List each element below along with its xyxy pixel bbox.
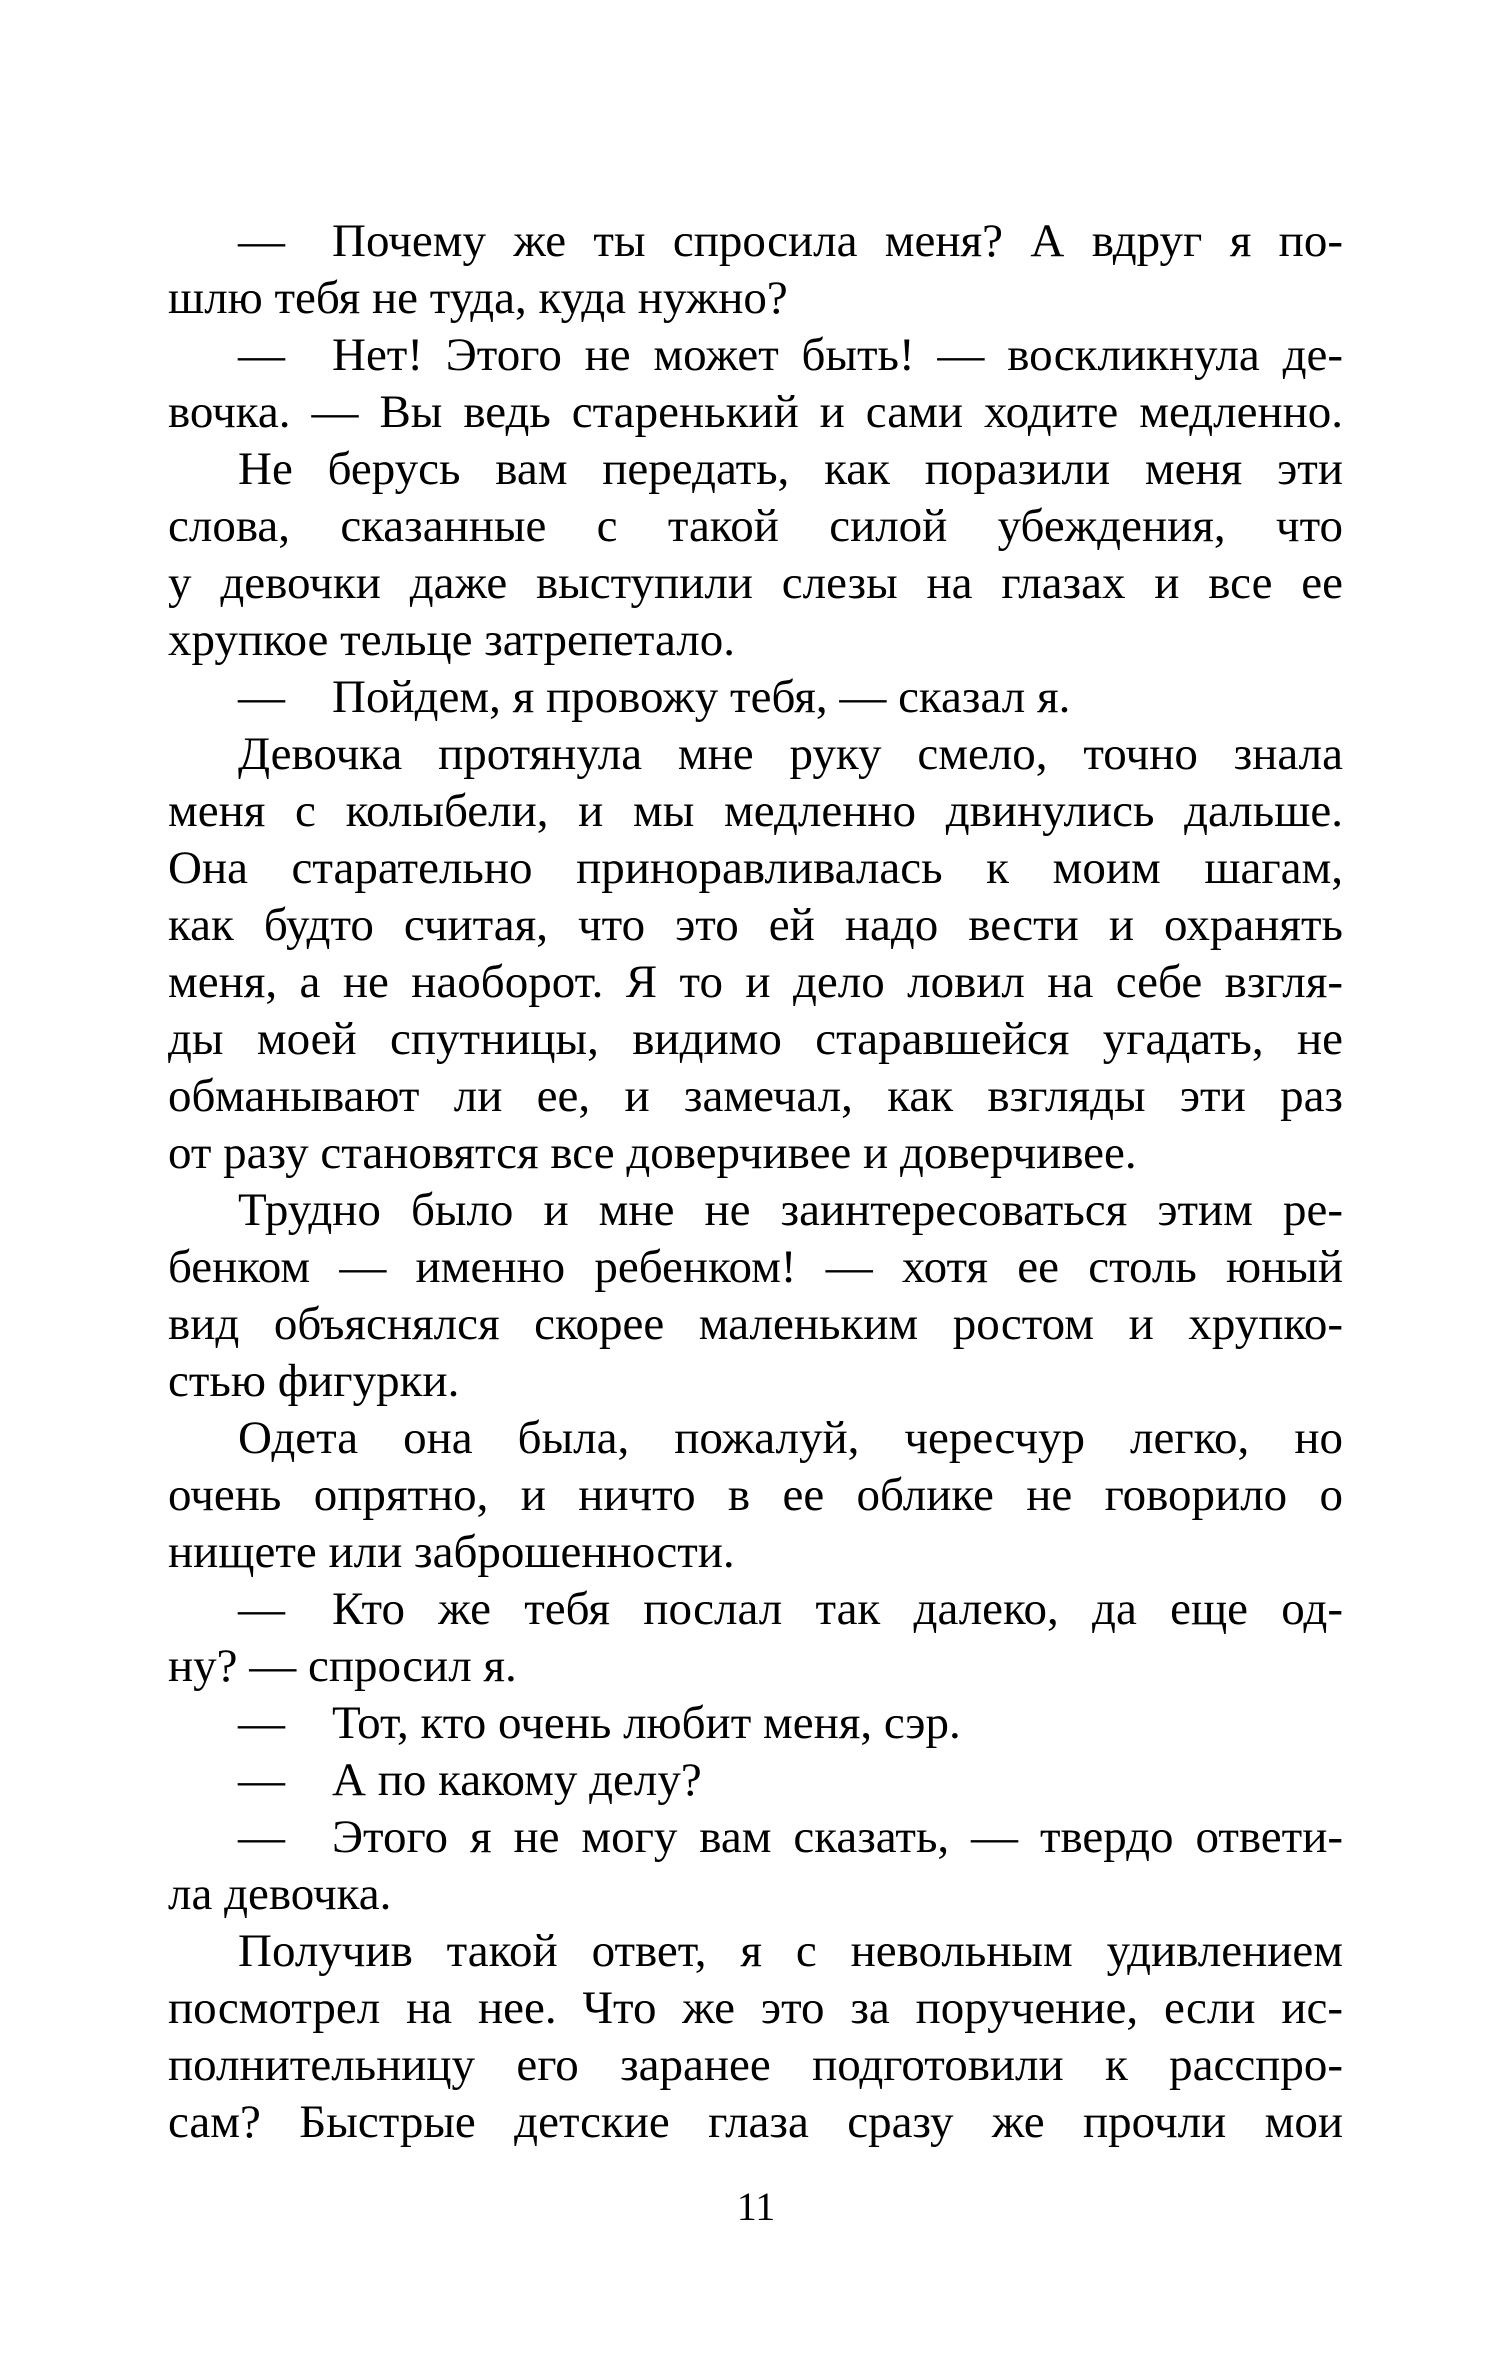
text-line: — Почему же ты спросила меня? А вдруг я по- — [238, 215, 1343, 267]
text-line: — Этого я не могу вам сказать, — твердо ответи- — [238, 1811, 1343, 1863]
text-line: Трудно было и мне не заинтересоваться этим ре- — [238, 1184, 1343, 1236]
text-line: Она старательно приноравливалась к моим шагам, — [168, 842, 1343, 894]
text-line: хрупкое тельце затрепетало. — [168, 614, 736, 666]
text-line: стью фигурки. — [168, 1355, 460, 1407]
text-line: Получив такой ответ, я с невольным удивлением — [238, 1925, 1343, 1977]
text-line: — Пойдем, я провожу тебя, — сказал я. — [238, 671, 1071, 723]
text-line: ды моей спутницы, видимо старавшейся угадать, не — [168, 1013, 1343, 1065]
text-line: полнительницу его заранее подготовили к расспро- — [168, 2039, 1343, 2091]
text-line: меня с колыбели, и мы медленно двинулись дальше. — [168, 785, 1343, 837]
text-line: бенком — именно ребенком! — хотя ее столь юный — [168, 1241, 1343, 1293]
text-line: посмотрел на нее. Что же это за поручение, если ис- — [168, 1982, 1343, 2034]
text-line: — А по какому делу? — [238, 1754, 702, 1806]
text-line: от разу становятся все доверчивее и доверчивее. — [168, 1127, 1137, 1179]
text-line: как будто считая, что это ей надо вести и охранять — [168, 899, 1343, 951]
text-line: Девочка протянула мне руку смело, точно знала — [238, 728, 1343, 780]
text-line: вочка. — Вы ведь старенький и сами ходите медленно. — [168, 386, 1343, 438]
text-line: слова, сказанные с такой силой убеждения, что — [168, 500, 1343, 552]
text-block — [168, 213, 1343, 2151]
text-line: ла девочка. — [168, 1868, 392, 1920]
text-line: вид объяснялся скорее маленьким ростом и хрупко- — [168, 1298, 1343, 1350]
text-line: шлю тебя не туда, куда нужно? — [168, 272, 788, 324]
text-line: сам? Быстрые детские глаза сразу же прочли мои — [168, 2096, 1343, 2148]
text-line: ну? — спросил я. — [168, 1640, 517, 1692]
text-line: у девочки даже выступили слезы на глазах и все ее — [168, 557, 1343, 609]
text-line: нищете или заброшенности. — [168, 1526, 735, 1578]
text-line: обманывают ли ее, и замечал, как взгляды эти раз — [168, 1070, 1343, 1122]
text-line: — Кто же тебя послал так далеко, да еще од- — [238, 1583, 1343, 1635]
page-number: 11 — [736, 2184, 776, 2229]
text-line: меня, а не наоборот. Я то и дело ловил на себе взгля- — [168, 956, 1343, 1008]
text-line: Не берусь вам передать, как поразили меня эти — [238, 443, 1343, 495]
text-line: очень опрятно, и ничто в ее облике не говорило о — [168, 1469, 1343, 1521]
text-line: Одета она была, пожалуй, чересчур легко, но — [238, 1412, 1343, 1464]
text-line: — Тот, кто очень любит меня, сэр. — [238, 1697, 961, 1749]
text-line: — Нет! Этого не может быть! — воскликнула де- — [238, 329, 1343, 381]
